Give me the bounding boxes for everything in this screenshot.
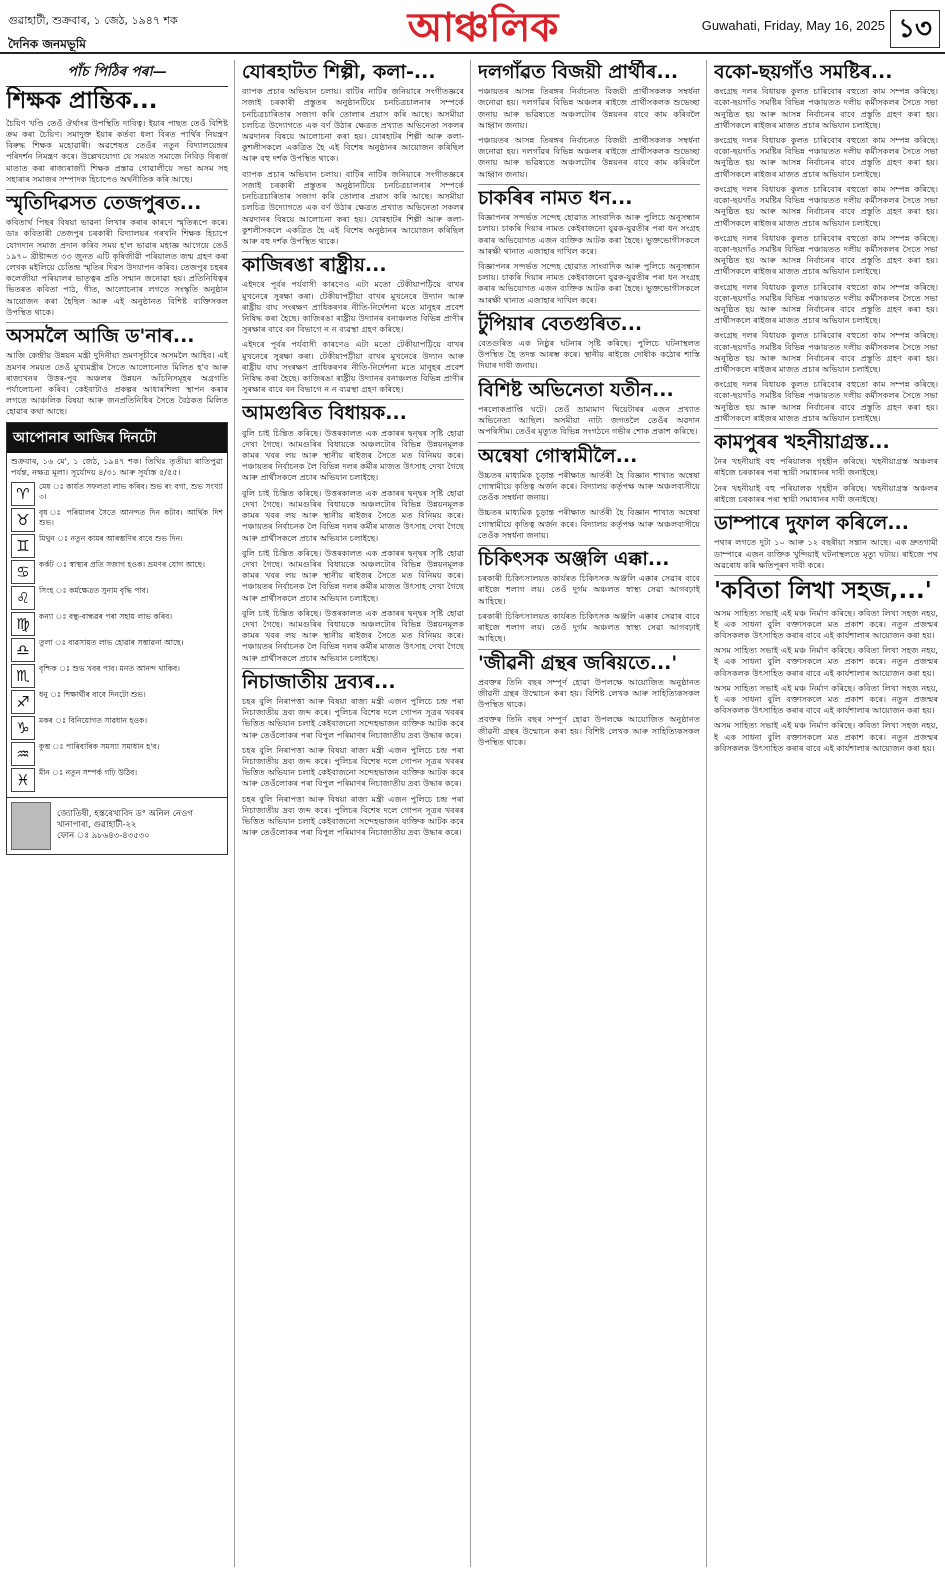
article-body: কংগ্ৰেছ দলৰ বিধায়ক কুলত চাৰিবোৰ বহুতো কাম সম্পন্ন কৰিছে। বকো-ছয়গাঁও সমষ্টিৰ বিভিন্ন পঞ্চায়তত দলীয় কৰ্মীসকলৰ সৈতে সভা অনুষ্ঠিত হয় আৰু আসন্ন নিৰ্বাচনৰ বাবে প্ৰস্তুতি গ্ৰহণ কৰা হয়। প্ৰাৰ্থীসকলে ৰাইজৰ মাজত প্ৰচাৰ অভিযান চলাইছে। [714,379,938,423]
rashi-text: কুম্ভ ঃ পাৰিবাৰিক সমস্যা সমাধান হ'ব। [39,741,160,751]
article-body: পৰলোকপ্ৰাপ্তি ঘটে। তেওঁ ভ্ৰাম্যমাণ থিয়েটাৰৰ এজন প্ৰখ্যাত অভিনেতা আছিল। অসমীয়া নাট্য জগতলৈ তেওঁৰ অৱদান অপৰিসীম। তেওঁৰ মৃত্যুত বিভিন্ন সংগঠনে গভীৰ শোক প্ৰকাশ কৰিছে। [478,403,700,437]
article-body: অসম সাহিত্য সভাই এই মঞ্চ নিৰ্মাণ কৰিছে। কবিতা লিখা সহজ নহয়, ই এক সাধনা বুলি বক্তাসকলে মত প্ৰকাশ কৰে। নতুন প্ৰজন্মৰ কবিসকলক উৎসাহিত কৰাৰ বাবে এই কাৰ্যশালাৰ আয়োজন কৰা হয়। [714,720,938,753]
headline: ডাম্পাৰে দুফাল কৰিলে... [714,512,909,535]
horoscope-intro: শুক্ৰবাৰ, ১৬ মে', ১ জেঠ, ১৯৪৭ শক। তিথিঃ তৃতীয়া ৰাতিপুৱা পৰ্যন্ত, নক্ষত্ৰ মূলা। সূৰ্যোদয় ৪/৩১ আৰু সূৰ্যাস্ত ৫/৫৫। [11,455,223,477]
headline: বিশিষ্ট অভিনেতা যতীন... [478,378,674,401]
libra-icon: ♎ [11,638,35,662]
column-2 [242,60,464,1567]
astrologer-address: খানাপাৰা, গুৱাহাটী-২২ [57,820,137,831]
headline: অসমলৈ আজি ড'নাৰ... [6,325,195,348]
article-body: কংগ্ৰেছ দলৰ বিধায়ক কুলত চাৰিবোৰ বহুতো কাম সম্পন্ন কৰিছে। বকো-ছয়গাঁও সমষ্টিৰ বিভিন্ন পঞ্চায়তত দলীয় কৰ্মীসকলৰ সৈতে সভা অনুষ্ঠিত হয় আৰু আসন্ন নিৰ্বাচনৰ বাবে প্ৰস্তুতি গ্ৰহণ কৰা হয়। প্ৰাৰ্থীসকলে ৰাইজৰ মাজত প্ৰচাৰ অভিযান চলাইছে। [714,183,938,228]
article-body: নৈৰ খহনীয়াই বহু পৰিয়ালক গৃহহীন কৰিছে। খহনীয়াগ্ৰস্ত অঞ্চলৰ ৰাইজে চৰকাৰৰ পৰা স্থায়ী সমাধানৰ দাবী জনাইছে। [714,482,938,504]
article [478,188,700,306]
article [478,314,700,372]
rashi-row [11,560,223,584]
rashi-row [11,612,223,636]
article-body: ব্যাপক প্ৰচাৰ অভিযান চলায়। বাটিৰ নাটিৰ জনিয়াৰে সংগীতজ্ঞৰে সজাই চৰকাৰী প্ৰস্তুতৰ অনুষ্ঠানটিয়ে চনচিত্ৰচালনাৰ সম্পৰ্কে চনচিত্ৰচাৰিতাৰ সজাগ কৰি তোলাৰ প্ৰয়াস কৰি আছে। অসমীয়া চলচিত্ৰ উদ্যোগতে এক বৰ্ণ উঠাৰ ক্ষেত্ৰত প্ৰখ্যাত অভিনেতা সকলৰ অৱদানৰ বিষয়ে আলোচনা কৰা হয়। যোৰহাটৰ শিল্পী আৰু কলা-কুশলীসকলে একত্ৰিত হৈ এই বিশেষ অনুষ্ঠানৰ আয়োজন কৰিছিল আৰু বহু দৰ্শক উপস্থিত থাকে। [242,168,464,246]
leo-icon: ♌ [11,586,35,610]
article-body: কংগ্ৰেছ দলৰ বিধায়ক কুলত চাৰিবোৰ বহুতো কাম সম্পন্ন কৰিছে। বকো-ছয়গাঁও সমষ্টিৰ বিভিন্ন পঞ্চায়তত দলীয় কৰ্মীসকলৰ সৈতে সভা অনুষ্ঠিত হয় আৰু আসন্ন নিৰ্বাচনৰ বাবে প্ৰস্তুতি গ্ৰহণ কৰা হয়। প্ৰাৰ্থীসকলে ৰাইজৰ মাজত প্ৰচাৰ অভিযান চলাইছে। [714,330,938,374]
astrologer-block [7,797,227,854]
scorpio-icon: ♏ [11,664,35,688]
article-body: বেতগুৰিত এক নিষ্ঠুৰ ঘটনাৰ সৃষ্টি কৰিছে। পুলিচে ঘটনাস্থলত উপস্থিত হৈ তদন্ত আৰম্ভ কৰে। স্থানীয় ৰাইজে দোষীক কঠোৰ শাস্তি দিয়াৰ দাবী জনায়। [478,338,700,371]
masthead [0,0,945,66]
article-body: অসম সাহিত্য সভাই এই মঞ্চ নিৰ্মাণ কৰিছে। কবিতা লিখা সহজ নহয়, ই এক সাধনা বুলি বক্তাসকলে মত প্ৰকাশ কৰে। নতুন প্ৰজন্মৰ কবিসকলক উৎসাহিত কৰাৰ বাবে এই কাৰ্যশালাৰ আয়োজন কৰা হয়। [714,607,938,641]
article [714,432,938,505]
rashi-row [11,534,223,558]
headline: কামপুৰৰ খহনীয়াগ্ৰস্ত... [714,430,890,453]
headline: 'জীৱনী গ্ৰন্থৰ জৰিয়তে...' [478,651,678,674]
headline: 'কবিতা লিখা সহজ,...' [714,577,932,604]
article-body: বুলি চাই চিন্তিত কৰিছে। উত্তৰকালত এক প্ৰকাৰৰ দ্বন্দ্বৰ সৃষ্টি হোৱা দেখা গৈছে। আমগুৰিৰ বিধায়কে অঞ্চলটোৰ বিভিন্ন উন্নয়নমূলক কামৰ খবৰ লয় আৰু স্থানীয় ৰাইজৰ সৈতে মত বিনিময় কৰে। পঞ্চায়তৰ নিৰ্বাচনক লৈ বিভিন্ন দলৰ কৰ্মীৰ মাজত উৎসাহ দেখা গৈছে আৰু প্ৰাৰ্থীসকলে প্ৰচাৰ অভিযান চলাইছে। [242,487,464,543]
headline: চাকৰিৰ নামত ধন... [478,186,633,209]
article-body: ব্যাপক প্ৰচাৰ অভিযান চলায়। বাটিৰ নাটিৰ জনিয়াৰে সংগীতজ্ঞৰে সজাই চৰকাৰী প্ৰস্তুতৰ অনুষ্ঠানটিয়ে চনচিত্ৰচালনাৰ সম্পৰ্কে চনচিত্ৰচাৰিতাৰ সজাগ কৰি তোলাৰ প্ৰয়াস কৰি আছে। অসমীয়া চলচিত্ৰ উদ্যোগতে এক বৰ্ণ উঠাৰ ক্ষেত্ৰত প্ৰখ্যাত অভিনেতা সকলৰ অৱদানৰ বিষয়ে আলোচনা কৰা হয়। যোৰহাটৰ শিল্পী আৰু কলা-কুশলীসকলে একত্ৰিত হৈ এই বিশেষ অনুষ্ঠানৰ আয়োজন কৰিছিল আৰু বহু দৰ্শক উপস্থিত থাকে। [242,86,464,164]
article [242,62,464,247]
rashi-row [11,664,223,688]
article-body: আজি কেন্দ্ৰীয় উন্নয়ন মন্ত্ৰী দুদিনীয়া ভ্ৰমণসূচীৰে অসমলৈ আহিব। এই ভ্ৰমণৰ সময়ত তেওঁ মুখ্যমন্ত্ৰীৰ সৈতে আলোচনাত মিলিত হ'ব আৰু ৰাজ্যখনৰ উত্তৰ-পূব অঞ্চলৰ উন্নয়ন আঁচনিসমূহৰ অগ্ৰগতি পৰ্যালোচনা কৰিব। কেইবাটাও প্ৰকল্পৰ আধাৰশিলা স্থাপন কৰাৰ লগতে আঞ্চলিক বিষয়া আৰু জনপ্ৰতিনিধিৰ সৈতে বৈঠকত মিলিত হোৱাৰ কথা আছে। [6,350,228,417]
article-body: চহৰ বুলি নিৰাপত্তা আৰু বিষয়া ৰাজ্য মন্ত্ৰী এজন পুলিচে চন্দ্ৰ পৰা নিচাজাতীয় দ্ৰব্য জব্দ কৰে। পুলিচৰ বিশেষ দলে গোপন সূত্ৰৰ খবৰৰ ভিত্তিত অভিযান চলাই কেইবাজনো সন্দেহভাজন ব্যক্তিক আটক কৰে আৰু তেওঁলোকৰ পৰা বিপুল পৰিমাণৰ নিচাজাতীয় দ্ৰব্য উদ্ধাৰ কৰে। [242,696,464,740]
horoscope-title: আপোনাৰ আজিৰ দিনটো [7,423,227,453]
virgo-icon: ♍ [11,612,35,636]
rashi-row [11,716,223,740]
headline: টুপিয়াৰ বেতগুৰিত... [478,312,643,335]
article-body: নৈৰ খহনীয়াই বহু পৰিয়ালক গৃহহীন কৰিছে। খহনীয়াগ্ৰস্ত অঞ্চলৰ ৰাইজে চৰকাৰৰ পৰা স্থায়ী সমাধানৰ দাবী জনাইছে। [714,456,938,478]
rashi-text: বৃষ ঃ পৰিয়ালৰ সৈতে আনন্দত দিন কটাব। আৰ্থিক দিশ শুভ। [39,507,223,528]
kicker: পাঁচ পিঠিৰ পৰা— [6,60,228,87]
article [714,579,938,754]
page-number: ১৩ [890,10,940,48]
headline: আমগুৰিত বিধায়ক... [242,402,407,425]
column-divider [234,60,235,1567]
article-body: পথাৰ লগতে দুটা ১০ আৰু ১২ বছৰীয়া সন্তান আছে। এক দ্ৰুতগামী ডাম্পাৰে এজন ব্যক্তিক খুন্দিয়াই ঘটনাস্থলতে মৃত্যু ঘটায়। ৰাইজে পথ অৱৰোধ কৰি ক্ষতিপূৰণ দাবী কৰে। [714,537,938,570]
capricorn-icon: ♑ [11,716,35,740]
article [478,380,700,438]
dateline-left: গুৱাহাটী, শুক্ৰবাৰ, ১ জেঠ, ১৯৪৭ শক [8,14,178,27]
headline: চিকিৎসক অঞ্জলি এক্কা... [478,548,670,571]
masthead-rule [0,52,945,54]
article [6,326,228,417]
article [6,89,228,185]
rashi-text: সিংহ ঃ কৰ্মক্ষেত্ৰত সুনাম বৃদ্ধি পাব। [39,585,149,595]
rashi-text: কৰ্কট ঃ স্বাস্থ্যৰ প্ৰতি সজাগ হওক। ভ্ৰমণৰ যোগ আছে। [39,559,205,569]
column-4 [714,60,938,1567]
rashi-row [11,690,223,714]
aquarius-icon: ♒ [11,742,35,766]
rashi-text: কন্যা ঃ বন্ধু-বান্ধৱৰ পৰা সহায় লাভ কৰিব। [39,611,173,621]
rashi-text: তুলা ঃ ব্যৱসায়ত লাভ হোৱাৰ সম্ভাৱনা আছে। [39,637,184,647]
rashi-row [11,508,223,532]
article-body: চৈয়িণ খণ্ডি তেওঁ ঔৰ্থাংৰ উপস্থিতি দাবিত্ব। ইয়াৰ পাছত তেওঁ বিশিষ্ট ক্ৰম কৰা চৈয়িণ। সমাদুক্ত ইয়াৰ কৰ্তব্য ধলা বিৰত পাৰ্থিৰ নিয়ন্ত্ৰণ বিৰুদ্ধ শিক্ষক মহোৱাৰী। অৱশেষত তেওঁৰ নতুন বিদ্যালয়েন্দ্ৰৰ পৰিদৰ্শন নিমন্ত্ৰণ কৰে। উল্লেখযোগ্য যে সময়ত সমাজে নিবিড় বিৰূৰ্জ মাতাত কৰা ৰাজ্যৰাজ্যী শিক্ষক প্ৰস্তাৱ গোৱালীয়ে সভা অসম সহ সহাৰাৰ সমাজৰ সম্পাদক হিচাপেও অৰ্থনীতিক কৰি আছে। [6,117,228,184]
rashi-row [11,482,223,506]
headline: কাজিৰঙা ৰাষ্ট্ৰীয়... [242,254,387,277]
article-body: এইদৰে পূৰ্বৰ পৰ্যবাসী কাৰণেও এটা মতো টেকীয়াপট্টিয়ে বাখৰ মুখনেৰে সুৰক্ষা কৰা। টেকীয়াপট্টীয়া বাখৰ মুখনেৰে উদ্যান আৰু ৰাষ্ট্ৰীয় বাঘ সংৰক্ষণ প্ৰাধিকৰণৰ নীতি-নিৰ্দেশনা মতে মানুহৰ প্ৰবেশ নিষিদ্ধ কৰা হৈছে। কাজিৰঙা ৰাষ্ট্ৰীয় উদ্যানৰ বনাঞ্চলত বিভিন্ন প্ৰাণীৰ সুৰক্ষাৰ বাবে বন বিভাগে ন ন ব্যৱস্থা গ্ৰহণ কৰিছে। [242,339,464,395]
article [242,403,464,663]
article [242,672,464,839]
aries-icon: ♈ [11,482,35,506]
article-body: পঞ্চায়তৰ আসন্ন তিৰঙ্গৰ নিৰ্বাচনত বিজয়ী প্ৰাৰ্থীসকলক সম্বৰ্ধনা জনোৱা হয়। দলগাঁৱৰ বিভিন্ন অঞ্চলৰ ৰাইজে প্ৰাৰ্থীসকলক শুভেচ্ছা জনায় আৰু ভৱিষ্যতে অঞ্চলটোৰ উন্নয়নৰ বাবে কাম কৰিবলৈ আহ্বান জনায়। [478,135,700,179]
article-body: চৰকাৰী চিকিৎসালয়ত কাৰ্যৰত চিকিৎসক অঞ্জলি এক্কাৰ সেৱাৰ বাবে ৰাইজে শলাগ লয়। তেওঁ দুৰ্গম অঞ্চলত স্বাস্থ্য সেৱা আগবঢ়াই আহিছে। [478,573,700,606]
sagittarius-icon: ♐ [11,690,35,714]
rashi-text: মীন ঃ নতুন সম্পৰ্ক গঢ়ি উঠিব। [39,767,138,777]
rashi-row [11,586,223,610]
headline: স্মৃতিদিৱসত তেজপুৰত... [6,191,202,214]
article-body: বিজ্ঞাপনৰ সন্দৰ্ভত সন্দেহ হোৱাত সাংবাদিক আৰু পুলিচে অনুসন্ধান চলায়। চাকৰি দিয়াৰ নামত কেইবাজনো যুৱক-যুৱতীৰ পৰা ধন সংগ্ৰহ কৰাৰ অভিযোগত এজন ব্যক্তিক আটক কৰা হৈছে। ভুক্তভোগীসকলে আৰক্ষী থানাত এজাহাৰ দাখিল কৰে। [478,260,700,305]
article-body: কবিতাৰ্থ পিছৰ বিষয়া ভাৱনা লিখাৰ কৰাৰ কাৰণে স্মৃতিৰূপে কৰে। ডাঃ কবিতাৰী তেজপুৰ চৰকাৰী বিদ্যালয়ৰ গৰখনি শিক্ষক হিচাপে যোগদান সমাজ প্ৰদান কৰিব সময় হ'ল ভাৱাৰ মহাজ্ঞ আগেয়ে তেওঁ ১৯৭০ খ্ৰীষ্টাব্দত ৩৩ জুনত এটি কৃষিজীৱী পৰিয়ালত জন্ম গ্ৰহণ কৰা লেখক মইলিয়ে চেতিন্দ্ৰ স্মৃতিৰ দিৱস উদযাপন কৰিব। তেজপুৰ চহৰৰ কলেজীয়া পৰিয়ালৰ ভাতৃত্বৰ প্ৰতি সন্মান জনোৱা হয়। প্ৰতিনিধিত্বৰ ভিতৰত কবিতা পাঠ, গীত, আলোচনাৰ লগতে সংস্কৃতি অনুষ্ঠান আয়োজন কৰা হৈছিল আৰু এই অনুষ্ঠানত বিশিষ্ট ব্যক্তিসকল উপস্থিত থাকে। [6,217,228,317]
article-body: বুলি চাই চিন্তিত কৰিছে। উত্তৰকালত এক প্ৰকাৰৰ দ্বন্দ্বৰ সৃষ্টি হোৱা দেখা গৈছে। আমগুৰিৰ বিধায়কে অঞ্চলটোৰ বিভিন্ন উন্নয়নমূলক কামৰ খবৰ লয় আৰু স্থানীয় ৰাইজৰ সৈতে মত বিনিময় কৰে। পঞ্চায়তৰ নিৰ্বাচনক লৈ বিভিন্ন দলৰ কৰ্মীৰ মাজত উৎসাহ দেখা গৈছে আৰু প্ৰাৰ্থীসকলে প্ৰচাৰ অভিযান চলাইছে। [242,427,464,483]
article-body: চহৰ বুলি নিৰাপত্তা আৰু বিষয়া ৰাজ্য মন্ত্ৰী এজন পুলিচে চন্দ্ৰ পৰা নিচাজাতীয় দ্ৰব্য জব্দ কৰে। পুলিচৰ বিশেষ দলে গোপন সূত্ৰৰ খবৰৰ ভিত্তিত অভিযান চলাই কেইবাজনো সন্দেহভাজন ব্যক্তিক আটক কৰে আৰু তেওঁলোকৰ পৰা বিপুল পৰিমাণৰ নিচাজাতীয় দ্ৰব্য উদ্ধাৰ কৰে। [242,793,464,838]
article-body: চহৰ বুলি নিৰাপত্তা আৰু বিষয়া ৰাজ্য মন্ত্ৰী এজন পুলিচে চন্দ্ৰ পৰা নিচাজাতীয় দ্ৰব্য জব্দ কৰে। পুলিচৰ বিশেষ দলে গোপন সূত্ৰৰ খবৰৰ ভিত্তিত অভিযান চলাই কেইবাজনো সন্দেহভাজন ব্যক্তিক আটক কৰে আৰু তেওঁলোকৰ পৰা বিপুল পৰিমাণৰ নিচাজাতীয় দ্ৰব্য উদ্ধাৰ কৰে। [242,744,464,789]
article [478,446,700,541]
paper-name: দৈনিক জনমভূমি [8,37,86,51]
article-body: কংগ্ৰেছ দলৰ বিধায়ক কুলত চাৰিবোৰ বহুতো কাম সম্পন্ন কৰিছে। বকো-ছয়গাঁও সমষ্টিৰ বিভিন্ন পঞ্চায়তত দলীয় কৰ্মীসকলৰ সৈতে সভা অনুষ্ঠিত হয় আৰু আসন্ন নিৰ্বাচনৰ বাবে প্ৰস্তুতি গ্ৰহণ কৰা হয়। প্ৰাৰ্থীসকলে ৰাইজৰ মাজত প্ৰচাৰ অভিযান চলাইছে। [714,232,938,277]
astrologer-phone: ফোন ঃ ৯৮৬৪৩-৪৩৫৩০ [57,831,150,842]
article-body: চৰকাৰী চিকিৎসালয়ত কাৰ্যৰত চিকিৎসক অঞ্জলি এক্কাৰ সেৱাৰ বাবে ৰাইজে শলাগ লয়। তেওঁ দুৰ্গম অঞ্চলত স্বাস্থ্য সেৱা আগবঢ়াই আহিছে। [478,610,700,644]
taurus-icon: ♉ [11,508,35,532]
article-body: উচ্চতৰ মাধ্যমিক চূড়ান্ত পৰীক্ষাত আৰ্তৰী হৈ বিজ্ঞান শাখাত অন্বেষা গোস্বামীয়ে কৃতিত্ব অৰ্জন কৰে। বিদ্যালয় কৰ্তৃপক্ষ আৰু অঞ্চলবাসীয়ে তেওঁক সম্বৰ্ধনা জনায়। [478,469,700,503]
article-body: বিজ্ঞাপনৰ সন্দৰ্ভত সন্দেহ হোৱাত সাংবাদিক আৰু পুলিচে অনুসন্ধান চলায়। চাকৰি দিয়াৰ নামত কেইবাজনো যুৱক-যুৱতীৰ পৰা ধন সংগ্ৰহ কৰাৰ অভিযোগত এজন ব্যক্তিক আটক কৰা হৈছে। ভুক্তভোগীসকলে আৰক্ষী থানাত এজাহাৰ দাখিল কৰে। [478,212,700,256]
headline: বকো-ছয়গাঁও সমষ্টিৰ... [714,61,893,83]
article-body: অসম সাহিত্য সভাই এই মঞ্চ নিৰ্মাণ কৰিছে। কবিতা লিখা সহজ নহয়, ই এক সাধনা বুলি বক্তাসকলে মত প্ৰকাশ কৰে। নতুন প্ৰজন্মৰ কবিসকলক উৎসাহিত কৰাৰ বাবে এই কাৰ্যশালাৰ আয়োজন কৰা হয়। [714,645,938,678]
article [478,653,700,748]
article-body: বুলি চাই চিন্তিত কৰিছে। উত্তৰকালত এক প্ৰকাৰৰ দ্বন্দ্বৰ সৃষ্টি হোৱা দেখা গৈছে। আমগুৰিৰ বিধায়কে অঞ্চলটোৰ বিভিন্ন উন্নয়নমূলক কামৰ খবৰ লয় আৰু স্থানীয় ৰাইজৰ সৈতে মত বিনিময় কৰে। পঞ্চায়তৰ নিৰ্বাচনক লৈ বিভিন্ন দলৰ কৰ্মীৰ মাজত উৎসাহ দেখা গৈছে আৰু প্ৰাৰ্থীসকলে প্ৰচাৰ অভিযান চলাইছে। [242,607,464,663]
article-body: বুলি চাই চিন্তিত কৰিছে। উত্তৰকালত এক প্ৰকাৰৰ দ্বন্দ্বৰ সৃষ্টি হোৱা দেখা গৈছে। আমগুৰিৰ বিধায়কে অঞ্চলটোৰ বিভিন্ন উন্নয়নমূলক কামৰ খবৰ লয় আৰু স্থানীয় ৰাইজৰ সৈতে মত বিনিময় কৰে। পঞ্চায়তৰ নিৰ্বাচনক লৈ বিভিন্ন দলৰ কৰ্মীৰ মাজত উৎসাহ দেখা গৈছে আৰু প্ৰাৰ্থীসকলে প্ৰচাৰ অভিযান চলাইছে। [242,547,464,603]
headline: যোৰহাটত শিল্পী, কলা-... [242,61,436,83]
article-body: অসম সাহিত্য সভাই এই মঞ্চ নিৰ্মাণ কৰিছে। কবিতা লিখা সহজ নহয়, ই এক সাধনা বুলি বক্তাসকলে মত প্ৰকাশ কৰে। নতুন প্ৰজন্মৰ কবিসকলক উৎসাহিত কৰাৰ বাবে এই কাৰ্যশালাৰ আয়োজন কৰা হয়। [714,682,938,716]
article-body: প্ৰবক্তৰ তিনি বছৰ সম্পূৰ্ণ হোৱা উপলক্ষে আয়োজিত অনুষ্ঠানত জীৱনী গ্ৰন্থৰ উন্মোচন কৰা হয়। বিশিষ্ট লেখক আৰু সাহিত্যিকসকল উপস্থিত থাকে। [478,676,700,710]
headline: শিক্ষক প্ৰান্তিক... [6,88,158,114]
article [242,255,464,395]
dateline-right: Guwahati, Friday, May 16, 2025 [701,18,885,33]
article-body: কংগ্ৰেছ দলৰ বিধায়ক কুলত চাৰিবোৰ বহুতো কাম সম্পন্ন কৰিছে। বকো-ছয়গাঁও সমষ্টিৰ বিভিন্ন পঞ্চায়তত দলীয় কৰ্মীসকলৰ সৈতে সভা অনুষ্ঠিত হয় আৰু আসন্ন নিৰ্বাচনৰ বাবে প্ৰস্তুতি গ্ৰহণ কৰা হয়। প্ৰাৰ্থীসকলে ৰাইজৰ মাজত প্ৰচাৰ অভিযান চলাইছে। [714,281,938,326]
rashi-row [11,638,223,662]
article-body: প্ৰবক্তৰ তিনি বছৰ সম্পূৰ্ণ হোৱা উপলক্ষে আয়োজিত অনুষ্ঠানত জীৱনী গ্ৰন্থৰ উন্মোচন কৰা হয়। বিশিষ্ট লেখক আৰু সাহিত্যিকসকল উপস্থিত থাকে। [478,714,700,747]
article-body: এইদৰে পূৰ্বৰ পৰ্যবাসী কাৰণেও এটা মতো টেকীয়াপট্টিয়ে বাখৰ মুখনেৰে সুৰক্ষা কৰা। টেকীয়াপট্টীয়া বাখৰ মুখনেৰে উদ্যান আৰু ৰাষ্ট্ৰীয় বাঘ সংৰক্ষণ প্ৰাধিকৰণৰ নীতি-নিৰ্দেশনা মতে মানুহৰ প্ৰবেশ নিষিদ্ধ কৰা হৈছে। কাজিৰঙা ৰাষ্ট্ৰীয় উদ্যানৰ বনাঞ্চলত বিভিন্ন প্ৰাণীৰ সুৰক্ষাৰ বাবে বন বিভাগে ন ন ব্যৱস্থা গ্ৰহণ কৰিছে। [242,279,464,335]
astrologer-name: জ্যোতিষী, হস্তৰেখাবিদ ড° অনিল নেওগ [57,809,193,820]
rashi-text: ধনু ঃ শিক্ষাৰ্থীৰ বাবে দিনটো শুভ। [39,689,146,699]
headline: নিচাজাতীয় দ্ৰব্যৰ... [242,670,396,693]
column-divider [470,60,471,1567]
column-divider [706,60,707,1567]
astrologer-photo [11,802,51,850]
horoscope-box [6,422,228,855]
headline: অন্বেষা গোস্বামীলৈ... [478,444,638,467]
headline: দলগাঁৱত বিজয়ী প্ৰাৰ্থীৰ... [478,61,679,83]
gemini-icon: ♊ [11,534,35,558]
article-body: উচ্চতৰ মাধ্যমিক চূড়ান্ত পৰীক্ষাত আৰ্তৰী হৈ বিজ্ঞান শাখাত অন্বেষা গোস্বামীয়ে কৃতিত্ব অৰ্জন কৰে। বিদ্যালয় কৰ্তৃপক্ষ আৰু অঞ্চলবাসীয়ে তেওঁক সম্বৰ্ধনা জনায়। [478,507,700,540]
cancer-icon: ♋ [11,560,35,584]
rashi-text: মেষ ঃ কাৰ্যত সফলতা লাভ কৰিব। শুভ ৰং বগা, শুভ সংখ্যা ৩। [39,481,223,502]
article [478,549,700,644]
article [714,62,938,424]
pisces-icon: ♓ [11,768,35,792]
article-body: পঞ্চায়তৰ আসন্ন তিৰঙ্গৰ নিৰ্বাচনত বিজয়ী প্ৰাৰ্থীসকলক সম্বৰ্ধনা জনোৱা হয়। দলগাঁৱৰ বিভিন্ন অঞ্চলৰ ৰাইজে প্ৰাৰ্থীসকলক শুভেচ্ছা জনায় আৰু ভৱিষ্যতে অঞ্চলটোৰ উন্নয়নৰ বাবে কাম কৰিবলৈ আহ্বান জনায়। [478,86,700,130]
article [478,62,700,180]
column-1 [6,60,228,1567]
rashi-text: বৃশ্চিক ঃ শুভ খবৰ পাব। মনত আনন্দ থাকিব। [39,663,180,673]
rashi-text: মিথুন ঃ নতুন কামৰ আৰম্ভণিৰ বাবে শুভ দিন। [39,533,183,543]
rashi-text: মকৰ ঃ বিনিয়োগত সাৱধান হওক। [39,715,148,725]
column-3 [478,60,700,1567]
rashi-row [11,768,223,792]
article-body: কংগ্ৰেছ দলৰ বিধায়ক কুলত চাৰিবোৰ বহুতো কাম সম্পন্ন কৰিছে। বকো-ছয়গাঁও সমষ্টিৰ বিভিন্ন পঞ্চায়তত দলীয় কৰ্মীসকলৰ সৈতে সভা অনুষ্ঠিত হয় আৰু আসন্ন নিৰ্বাচনৰ বাবে প্ৰস্তুতি গ্ৰহণ কৰা হয়। প্ৰাৰ্থীসকলে ৰাইজৰ মাজত প্ৰচাৰ অভিযান চলাইছে। [714,86,938,130]
article [714,513,938,571]
rashi-row [11,742,223,766]
section-title: আঞ্চলিক [407,5,559,51]
article-body: কংগ্ৰেছ দলৰ বিধায়ক কুলত চাৰিবোৰ বহুতো কাম সম্পন্ন কৰিছে। বকো-ছয়গাঁও সমষ্টিৰ বিভিন্ন পঞ্চায়তত দলীয় কৰ্মীসকলৰ সৈতে সভা অনুষ্ঠিত হয় আৰু আসন্ন নিৰ্বাচনৰ বাবে প্ৰস্তুতি গ্ৰহণ কৰা হয়। প্ৰাৰ্থীসকলে ৰাইজৰ মাজত প্ৰচাৰ অভিযান চলাইছে। [714,135,938,179]
article [6,193,228,318]
